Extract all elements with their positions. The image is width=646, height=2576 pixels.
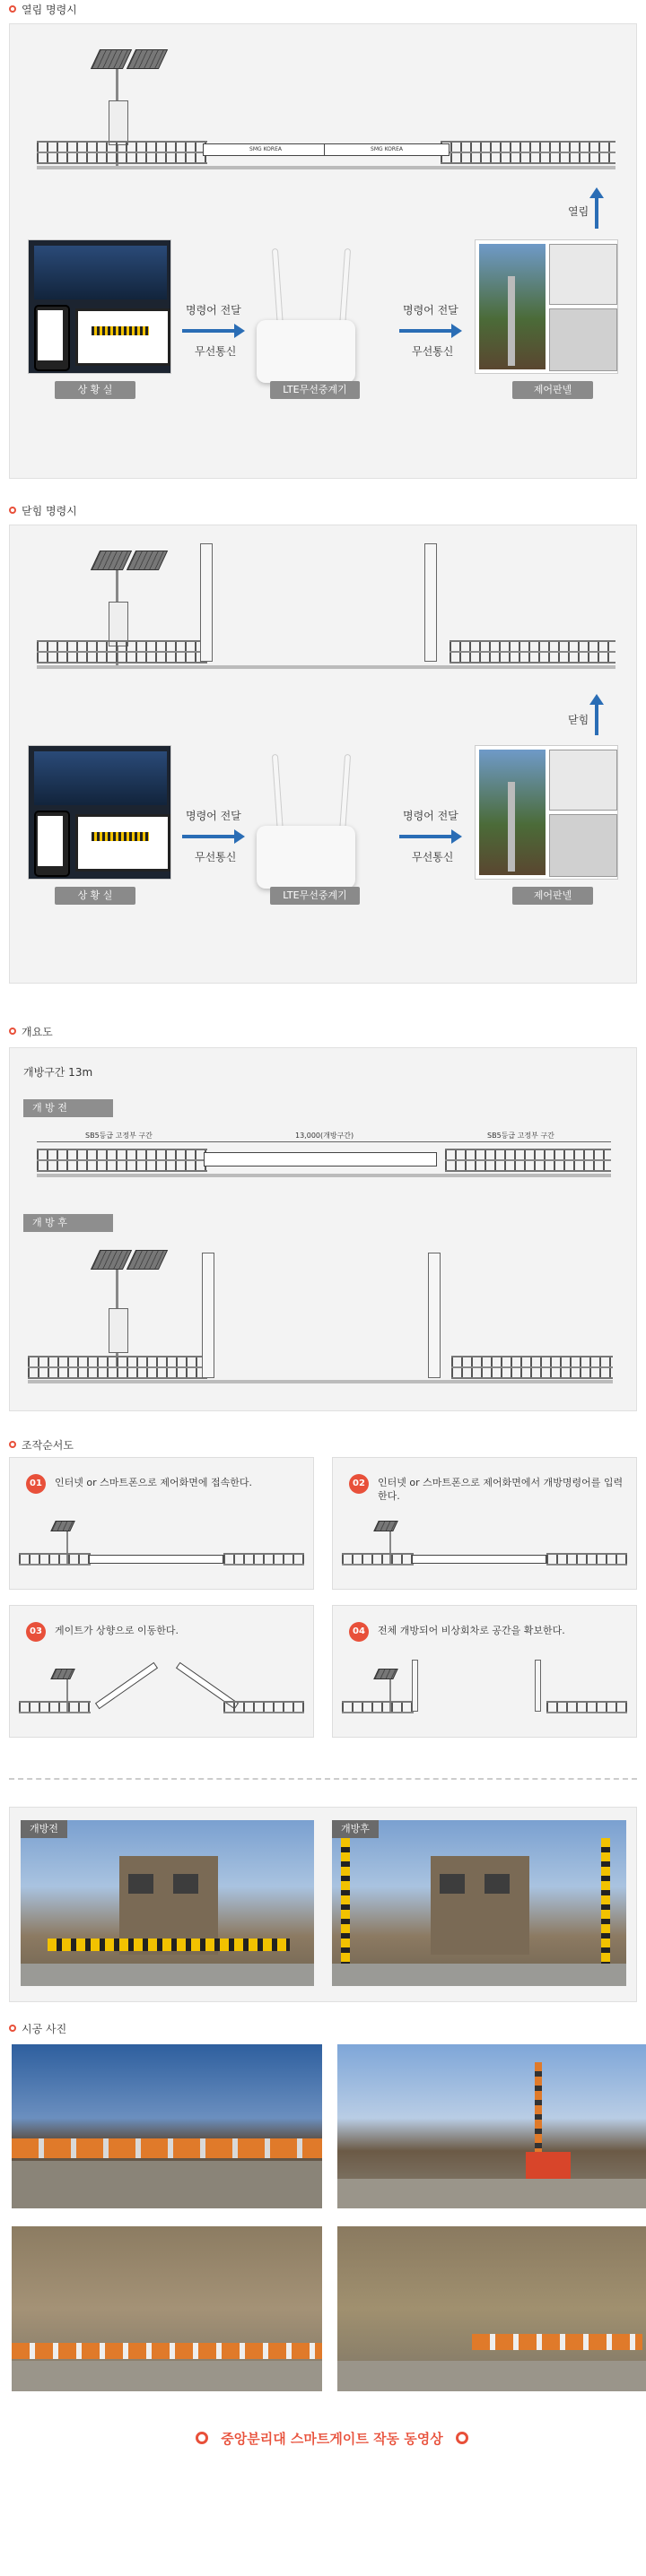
after-photo [332, 1820, 626, 1986]
section-title: 개요도 [22, 1025, 53, 1038]
arrow-right-icon [399, 835, 453, 838]
control-panel-photo [475, 239, 618, 374]
solar-panel-icon [50, 1521, 75, 1531]
close-label: 닫힘 [568, 714, 589, 726]
guard-rail-left [342, 1553, 414, 1566]
raised-barrier [200, 543, 213, 662]
raised-barrier [424, 543, 437, 662]
dashed-divider [9, 1778, 637, 1780]
mid-note: 13,000(개방구간) [295, 1132, 354, 1140]
before-after-panel [9, 1807, 637, 2002]
wireless-label: 무선통신 [412, 851, 454, 863]
arrow-right-icon [182, 329, 236, 333]
section-header-open [9, 2, 77, 16]
guard-rail-left [37, 1149, 207, 1172]
router-antenna [272, 248, 284, 329]
lte-router [257, 320, 355, 383]
barrier-arm: SMG KOREA [324, 143, 450, 156]
guard-rail-left [37, 640, 207, 664]
circle-dot-icon [9, 5, 16, 13]
before-photo [21, 1820, 314, 1986]
step-card [332, 1605, 637, 1738]
raised-barrier [202, 1253, 214, 1378]
step-number: 01 [26, 1474, 46, 1494]
cmd-transfer-label: 명령어 전달 [403, 810, 458, 822]
step-card [9, 1605, 314, 1738]
arrow-up-icon [595, 703, 598, 735]
section-title: 조작순서도 [22, 1438, 74, 1452]
wireless-label: 무선통신 [412, 345, 454, 358]
step-card [332, 1457, 637, 1590]
step-card [9, 1457, 314, 1590]
solar-panel-icon [50, 1669, 75, 1679]
section-title: 시공 사진 [22, 2022, 67, 2035]
situation-room-photo [28, 239, 171, 374]
step-text: 인터넷 or 스마트폰으로 제어화면에 접속한다. [55, 1477, 253, 1488]
guard-rail-right [223, 1701, 304, 1713]
rising-barrier [95, 1662, 158, 1709]
construction-photo-1 [12, 2044, 322, 2208]
overview-panel [9, 1047, 637, 1411]
control-panel-photo [475, 745, 618, 880]
circle-dot-icon [9, 1441, 16, 1448]
road-line [28, 1380, 613, 1383]
span-label: 개방구간 13m [23, 1066, 93, 1079]
circle-dot-icon [9, 2025, 16, 2032]
circle-dot-icon [456, 2432, 468, 2444]
solar-panel-icon [91, 1250, 132, 1270]
solar-panel-icon [91, 49, 132, 69]
section-header-construction [9, 2021, 66, 2035]
control-cabinet [109, 1308, 128, 1353]
situation-room-label: 상 황 실 [55, 887, 135, 905]
construction-photo-4 [337, 2226, 646, 2391]
solar-panel-icon [373, 1669, 398, 1679]
barrier-arm: SMG KOREA [203, 143, 328, 156]
circle-dot-icon [9, 507, 16, 514]
situation-room-label: 상 황 실 [55, 381, 135, 399]
router-antenna [339, 754, 351, 835]
open-command-panel [9, 23, 637, 479]
closed-barrier [204, 1152, 437, 1167]
cmd-transfer-label: 명령어 전달 [403, 304, 458, 317]
raised-barrier [428, 1253, 441, 1378]
circle-dot-icon [196, 2432, 208, 2444]
solar-panel-icon [127, 551, 168, 570]
guard-rail-right [445, 1149, 611, 1172]
cmd-transfer-label: 명령어 전달 [186, 810, 241, 822]
control-panel-label: 제어판넬 [512, 887, 593, 905]
relay-label: LTE무선중계기 [270, 381, 360, 399]
road-line [37, 1174, 611, 1177]
relay-label: LTE무선중계기 [270, 887, 360, 905]
arrow-up-icon [595, 196, 598, 229]
solar-panel-icon [127, 1250, 168, 1270]
raised-barrier [412, 1660, 418, 1712]
guard-rail-right [451, 1356, 613, 1379]
guard-rail-right [450, 640, 615, 664]
section-header-close [9, 503, 77, 517]
section-header-operation [9, 1437, 74, 1452]
guard-rail-right [546, 1553, 627, 1566]
arrow-right-icon [182, 835, 236, 838]
guard-rail-left [19, 1553, 91, 1566]
router-antenna [272, 754, 284, 835]
router-antenna [339, 248, 351, 329]
guard-rail-right [546, 1701, 627, 1713]
wireless-label: 무선통신 [195, 345, 237, 358]
situation-room-photo [28, 745, 171, 880]
arrow-right-icon [399, 329, 453, 333]
solar-panel-icon [91, 551, 132, 570]
cmd-transfer-label: 명령어 전달 [186, 304, 241, 317]
control-cabinet [109, 100, 128, 145]
video-link-text[interactable]: 중앙분리대 스마트게이트 작동 동영상 [221, 2430, 443, 2447]
guard-rail-left [19, 1701, 91, 1713]
guard-rail-left [28, 1356, 207, 1379]
guard-rail-left [37, 141, 207, 164]
step-text: 게이트가 상향으로 이동한다. [55, 1625, 179, 1636]
control-panel-label: 제어판넬 [512, 381, 593, 399]
solar-panel-icon [373, 1521, 398, 1531]
step-text: 인터넷 or 스마트폰으로 제어화면에서 개방명령어를 입력한다. [378, 1477, 624, 1502]
after-label: 개 방 후 [23, 1214, 113, 1232]
section-title: 열림 명령시 [22, 3, 77, 16]
lte-router [257, 826, 355, 889]
circle-dot-icon [9, 1028, 16, 1035]
left-note: SB5등급 고정부 구간 [85, 1132, 153, 1140]
close-command-panel [9, 525, 637, 984]
wireless-label: 무선통신 [195, 851, 237, 863]
before-caption: 개방전 [21, 1820, 67, 1838]
guard-rail-right [441, 141, 615, 164]
raised-barrier [535, 1660, 541, 1712]
step-text: 전체 개방되어 비상회차로 공간을 확보한다. [378, 1625, 565, 1636]
solar-panel-icon [127, 49, 168, 69]
step-number: 02 [349, 1474, 369, 1494]
guard-rail-right [223, 1553, 304, 1566]
section-header-overview [9, 1024, 53, 1038]
barrier-arm [412, 1555, 546, 1564]
right-note: SB5등급 고정부 구간 [487, 1132, 554, 1140]
after-caption: 개방후 [332, 1820, 379, 1838]
road-line [37, 166, 615, 169]
construction-photo-3 [12, 2226, 322, 2391]
step-number: 03 [26, 1622, 46, 1642]
dimension-line [37, 1141, 611, 1142]
section-title: 닫힘 명령시 [22, 504, 77, 517]
video-link[interactable] [179, 2427, 484, 2449]
step-number: 04 [349, 1622, 369, 1642]
construction-photo-2 [337, 2044, 646, 2208]
before-label: 개 방 전 [23, 1099, 113, 1117]
road-line [37, 665, 615, 669]
guard-rail-left [342, 1701, 414, 1713]
open-label: 열림 [568, 205, 589, 218]
barrier-arm [89, 1555, 223, 1564]
